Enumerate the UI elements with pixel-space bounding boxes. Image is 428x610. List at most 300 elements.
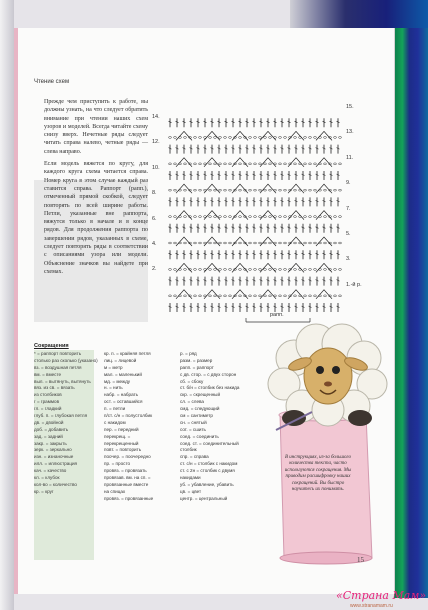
chart-symbol bbox=[304, 189, 307, 191]
chart-symbol bbox=[339, 216, 342, 218]
abbr-entry: столько раз сколько (указано) bbox=[34, 357, 98, 363]
abbr-entry: пер. = передний bbox=[104, 426, 139, 432]
chart-symbol bbox=[184, 163, 187, 165]
chart-row-label-right: 5. bbox=[346, 231, 351, 237]
chart-symbol bbox=[316, 131, 332, 140]
abbr-entry: повт. = повторить bbox=[104, 447, 142, 453]
chart-symbol bbox=[339, 242, 342, 244]
chart-symbol bbox=[209, 295, 212, 297]
chart-symbol bbox=[309, 137, 312, 139]
chart-symbol bbox=[288, 237, 304, 246]
chart-symbol bbox=[294, 269, 297, 271]
chart-symbol bbox=[169, 189, 172, 191]
chart-symbol bbox=[254, 242, 257, 244]
rapport-label: рапп. bbox=[270, 312, 284, 318]
chart-symbol bbox=[294, 295, 297, 297]
abbr-entry: п/ст. с/н = полустолбик bbox=[104, 413, 153, 419]
chart-symbol bbox=[284, 163, 287, 165]
chart-row-label-left: 6. bbox=[152, 215, 157, 222]
chart-symbol bbox=[219, 189, 222, 191]
abbr-entry: провязанные вместе bbox=[104, 481, 149, 487]
chart-symbol bbox=[219, 269, 222, 271]
chart-symbol bbox=[339, 269, 342, 271]
chart-symbol bbox=[204, 263, 220, 272]
chart-symbol bbox=[224, 216, 227, 218]
chart-symbol bbox=[224, 163, 227, 165]
chart-symbol bbox=[174, 269, 177, 271]
chart-symbol bbox=[209, 216, 212, 218]
chart-symbol bbox=[209, 137, 212, 139]
chart-row-label-right: 9. bbox=[346, 180, 351, 187]
chart-symbol bbox=[284, 242, 287, 244]
chart-symbol bbox=[334, 269, 337, 271]
abbr-entry: кач. = качество bbox=[34, 468, 67, 474]
chart-symbol bbox=[176, 184, 192, 193]
chart-symbol bbox=[176, 237, 192, 246]
chart-symbol bbox=[288, 263, 304, 272]
abbr-entry: кл. = клубок bbox=[34, 475, 60, 481]
chart-symbol bbox=[184, 189, 187, 191]
chart-symbol bbox=[254, 269, 257, 271]
chart-symbol bbox=[169, 269, 172, 271]
chart-symbol bbox=[194, 242, 197, 244]
chart-symbol bbox=[239, 269, 242, 271]
chart-symbol bbox=[324, 137, 327, 139]
abbr-entry: из столбиков bbox=[34, 392, 62, 398]
chart-symbol bbox=[169, 216, 172, 218]
abbr-entry: глуб. п. = глубокая петля bbox=[34, 413, 88, 419]
chart-symbol bbox=[174, 216, 177, 218]
chart-symbol bbox=[199, 163, 202, 165]
abbr-entry: закр. = закрыть bbox=[34, 440, 67, 446]
abbr-entry: доб. = добавить bbox=[34, 426, 69, 432]
chart-row-label-right: 3. bbox=[346, 256, 351, 263]
chart-symbol bbox=[324, 295, 327, 297]
chart-symbol bbox=[288, 184, 304, 193]
chart-symbol bbox=[224, 269, 227, 271]
abbr-entry: с накидом bbox=[104, 419, 126, 425]
chart-symbol bbox=[309, 269, 312, 271]
chart-symbol bbox=[239, 216, 242, 218]
chart-symbol bbox=[260, 290, 276, 299]
abbr-entry: ст. с/н = столбик с накидом bbox=[180, 461, 238, 467]
chart-symbol bbox=[269, 163, 272, 165]
book-cover-edge bbox=[394, 28, 428, 598]
abbr-entry: мал. = маленький bbox=[104, 371, 142, 377]
chart-symbol bbox=[176, 290, 192, 299]
chart-symbol bbox=[324, 163, 327, 165]
chart-symbol bbox=[334, 216, 337, 218]
chart-symbol bbox=[314, 189, 317, 191]
chart-symbol bbox=[194, 189, 197, 191]
abbr-entry: вм. = вместе bbox=[34, 371, 62, 377]
intro-text bbox=[44, 98, 148, 276]
chart-symbol bbox=[294, 216, 297, 218]
abbr-entry: провязав. вм. на сп. = bbox=[104, 475, 151, 481]
chart-symbol bbox=[279, 137, 282, 139]
chart-symbol bbox=[254, 163, 257, 165]
chart-symbol bbox=[334, 295, 337, 297]
abbr-entry: рапп. = раппорт bbox=[180, 364, 214, 370]
chart-symbol bbox=[229, 189, 232, 191]
chart-symbol bbox=[309, 189, 312, 191]
abbr-entry: зад. = задний bbox=[34, 433, 63, 439]
chart-symbol bbox=[334, 163, 337, 165]
abbr-entry: см = сантиметр bbox=[180, 413, 213, 419]
chart-symbol bbox=[316, 263, 332, 272]
chart-symbol bbox=[214, 242, 217, 244]
chart-symbol bbox=[288, 131, 304, 140]
abbr-entry: ост. = оставшийся bbox=[104, 399, 143, 405]
chart-symbol bbox=[294, 163, 297, 165]
book-cover-top bbox=[290, 0, 428, 30]
chart-symbol bbox=[232, 131, 248, 140]
chart-symbol bbox=[184, 269, 187, 271]
abbr-entry: перекрещ. = bbox=[104, 433, 131, 439]
chart-symbol bbox=[259, 295, 262, 297]
chart-symbol bbox=[259, 216, 262, 218]
chart-symbol bbox=[209, 163, 212, 165]
abbr-entry: перекрещенный bbox=[104, 440, 139, 446]
chart-symbol bbox=[334, 242, 337, 244]
chart-symbol bbox=[249, 242, 252, 244]
chart-row-label-right: 7. bbox=[346, 205, 351, 212]
chart-symbol bbox=[176, 131, 192, 140]
abbr-entry: зерк. = зеркально bbox=[34, 447, 72, 453]
chart-symbol bbox=[169, 242, 172, 244]
chart-symbol bbox=[279, 269, 282, 271]
chart-symbol bbox=[284, 216, 287, 218]
abbr-entry: на спицах bbox=[104, 488, 126, 494]
abbr-column-1 bbox=[34, 351, 98, 496]
chart-symbol bbox=[284, 269, 287, 271]
chart-symbol bbox=[194, 216, 197, 218]
chart-symbol bbox=[264, 189, 267, 191]
chart-symbols bbox=[150, 98, 366, 328]
chart-symbol bbox=[324, 216, 327, 218]
chart-symbol bbox=[284, 295, 287, 297]
chart-symbol bbox=[254, 189, 257, 191]
chart-symbol bbox=[232, 184, 248, 193]
chart-symbol bbox=[229, 269, 232, 271]
chart-symbol bbox=[174, 163, 177, 165]
abbr-entry: ст. с 2н = столбик с двумя bbox=[180, 468, 235, 474]
abbr-column-2 bbox=[104, 351, 176, 503]
chart-symbol bbox=[304, 269, 307, 271]
chart-symbol bbox=[219, 242, 222, 244]
abbr-entry: выл. = вытянуть, вытянуть bbox=[34, 378, 91, 384]
chart-symbol bbox=[316, 184, 332, 193]
chart-symbol bbox=[339, 189, 342, 191]
abbr-entry: смд. = следующий bbox=[180, 406, 220, 412]
abbr-entry: сб. = сбоку bbox=[180, 378, 204, 384]
chart-symbol bbox=[214, 269, 217, 271]
abbr-entry: сот. = сшить bbox=[180, 426, 206, 432]
chart-symbol bbox=[309, 295, 312, 297]
chart-symbol bbox=[264, 163, 267, 165]
chart-symbol bbox=[194, 137, 197, 139]
chart-symbol bbox=[176, 263, 192, 272]
chart-symbol bbox=[199, 216, 202, 218]
chart-symbol bbox=[259, 189, 262, 191]
chart-symbol bbox=[229, 137, 232, 139]
chart-symbol bbox=[324, 189, 327, 191]
chart-symbol bbox=[199, 269, 202, 271]
chart-symbol bbox=[269, 269, 272, 271]
chart-symbol bbox=[260, 237, 276, 246]
chart-symbol bbox=[229, 242, 232, 244]
chart-symbol bbox=[284, 189, 287, 191]
chart-symbol bbox=[314, 295, 317, 297]
chart-symbol bbox=[269, 137, 272, 139]
chart-symbol bbox=[259, 137, 262, 139]
chart-symbol bbox=[304, 163, 307, 165]
chart-symbol bbox=[260, 131, 276, 140]
chart-symbol bbox=[204, 184, 220, 193]
book-spine bbox=[0, 0, 14, 610]
chart-symbol bbox=[184, 137, 187, 139]
chart-symbol bbox=[316, 237, 332, 246]
chart-symbol bbox=[249, 216, 252, 218]
chart-symbol bbox=[214, 295, 217, 297]
chart-symbol bbox=[259, 242, 262, 244]
abbr-entry: с дв. стор. = с двух сторон bbox=[180, 371, 237, 377]
chart-symbol bbox=[324, 269, 327, 271]
chart-symbol bbox=[219, 137, 222, 139]
chart-symbol bbox=[184, 295, 187, 297]
chart-symbol bbox=[294, 189, 297, 191]
abbr-entry: лиц. = лицевой bbox=[104, 357, 137, 363]
chart-symbol bbox=[194, 295, 197, 297]
chart-symbol bbox=[260, 158, 276, 167]
chart-symbol bbox=[184, 242, 187, 244]
chart-symbol bbox=[316, 290, 332, 299]
chart-symbol bbox=[229, 163, 232, 165]
chart-symbol bbox=[194, 269, 197, 271]
abbr-column-3 bbox=[180, 351, 252, 503]
chart-symbol bbox=[169, 295, 172, 297]
chart-symbol bbox=[304, 137, 307, 139]
chart-symbol bbox=[279, 242, 282, 244]
intro-paragraph-2: Если модель вяжется по кругу, для каждого круга схема читается справа. Номер круга в этом случае каждый раз ставится справа. Раппорт (рапп.), отмеченный прямой скобкой, следует повторять по всей ширине работы. Петли, указанные вне раппорта, вяжутся только в начале и в конце рядов. Для продолжения раппорта по завершении рядов, указанных в схеме, следует повторять ряды в соответствии с описаниями узора или модели. Объяснение значков вы найдете при схемах. bbox=[44, 161, 148, 275]
chart-symbol bbox=[269, 189, 272, 191]
chart-symbol bbox=[324, 242, 327, 244]
chart-symbol bbox=[224, 295, 227, 297]
chart-symbol bbox=[260, 184, 276, 193]
chart-symbol bbox=[309, 242, 312, 244]
intro-paragraph: Прежде чем приступить к работе, вы должны узнать, на что следует обратить внимание при чтении наших схем узоров и моделей. Всегда читайте схему снизу вверх. Нечетные ряды следует читать справа налево, четные ряды — слева направо. bbox=[44, 99, 148, 155]
chart-symbol bbox=[304, 295, 307, 297]
abbr-entry: изн. = изнаночные bbox=[34, 454, 74, 460]
sheep-illustration bbox=[254, 318, 394, 568]
chart-symbol bbox=[249, 137, 252, 139]
chart-symbol bbox=[204, 237, 220, 246]
page-margin-stripe bbox=[14, 28, 18, 594]
abbr-entry: кр. = круг bbox=[34, 488, 54, 494]
chart-symbol bbox=[204, 211, 220, 220]
chart-symbol bbox=[176, 211, 192, 220]
chart-symbol bbox=[169, 137, 172, 139]
abbr-entry: соед. = соединить bbox=[180, 433, 219, 439]
chart-symbol bbox=[334, 137, 337, 139]
abbr-entry: илл. = иллюстрация bbox=[34, 461, 78, 467]
chart-symbol bbox=[339, 137, 342, 139]
chart-symbol bbox=[279, 163, 282, 165]
abbr-entry: дв. = двойной bbox=[34, 419, 64, 425]
chart-symbol bbox=[304, 242, 307, 244]
abbr-entry: сл. = слева bbox=[180, 399, 204, 405]
chart-symbol bbox=[199, 137, 202, 139]
chart-symbol bbox=[249, 163, 252, 165]
chart-symbol bbox=[314, 269, 317, 271]
chart-symbol bbox=[214, 216, 217, 218]
abbr-entry: набр. = набрать bbox=[104, 392, 139, 398]
chart-symbol bbox=[339, 295, 342, 297]
chart-symbol bbox=[214, 137, 217, 139]
watermark-logo: «Страна Мам» bbox=[336, 589, 427, 602]
chart-symbol bbox=[259, 269, 262, 271]
chart-row-label-left: 10. bbox=[152, 164, 160, 171]
abbr-entry: мд. = между bbox=[104, 378, 131, 384]
chart-row-label-right: 13. bbox=[346, 129, 354, 136]
chart-symbol bbox=[239, 242, 242, 244]
chart-symbol bbox=[229, 216, 232, 218]
abbr-entry: уб. = убавление, убавить bbox=[180, 481, 234, 487]
chart-symbol bbox=[279, 295, 282, 297]
chart-symbol bbox=[239, 163, 242, 165]
abbr-entry: столбик bbox=[180, 447, 197, 453]
chart-symbol bbox=[314, 242, 317, 244]
abbr-entry: п. = петли bbox=[104, 406, 126, 412]
chart-symbol bbox=[224, 137, 227, 139]
chart-symbol bbox=[288, 158, 304, 167]
chart-symbol bbox=[194, 163, 197, 165]
abbr-entry: пр. = просто bbox=[104, 461, 131, 467]
chart-symbol bbox=[174, 189, 177, 191]
crochet-chart bbox=[150, 98, 366, 328]
chart-symbol bbox=[232, 211, 248, 220]
chart-symbol bbox=[174, 242, 177, 244]
chart-symbol bbox=[288, 290, 304, 299]
chart-symbol bbox=[239, 189, 242, 191]
chart-symbol bbox=[264, 269, 267, 271]
chart-symbol bbox=[174, 295, 177, 297]
chart-symbol bbox=[204, 131, 220, 140]
chart-symbol bbox=[169, 163, 172, 165]
abbr-entry: ст. б/н = столбик без накида bbox=[180, 385, 240, 391]
chart-symbol bbox=[232, 263, 248, 272]
chart-symbol bbox=[209, 242, 212, 244]
section-title: Чтение схем bbox=[34, 79, 70, 85]
chart-symbol bbox=[334, 189, 337, 191]
abbr-entry: накидами bbox=[180, 475, 201, 481]
chart-symbol bbox=[249, 295, 252, 297]
abbr-entry: сн. = снятый bbox=[180, 419, 207, 425]
abbr-entry: г = граммов bbox=[34, 399, 60, 405]
chart-symbol bbox=[232, 158, 248, 167]
abbr-entry: разм. = размер bbox=[180, 357, 213, 363]
abbr-entry: вяз. из св. = вязать bbox=[34, 385, 75, 391]
chart-symbol bbox=[176, 158, 192, 167]
chart-row-label-right: 11. bbox=[346, 154, 354, 161]
abbr-entry: цв. = цвет bbox=[180, 488, 202, 494]
abbr-entry: н. = нить bbox=[104, 385, 123, 391]
chart-symbol bbox=[264, 216, 267, 218]
chart-symbol bbox=[214, 163, 217, 165]
chart-symbol bbox=[314, 163, 317, 165]
abbr-entry: * = раппорт повторить bbox=[34, 351, 82, 356]
chart-symbol bbox=[316, 158, 332, 167]
chart-symbol bbox=[219, 295, 222, 297]
chart-symbol bbox=[314, 137, 317, 139]
chart-symbol bbox=[288, 211, 304, 220]
chart-symbol bbox=[279, 189, 282, 191]
chart-symbol bbox=[294, 242, 297, 244]
chart-symbol bbox=[239, 295, 242, 297]
chart-symbol bbox=[209, 189, 212, 191]
chart-symbol bbox=[264, 295, 267, 297]
chart-symbol bbox=[209, 269, 212, 271]
chart-symbol bbox=[254, 295, 257, 297]
chart-symbol bbox=[219, 216, 222, 218]
chart-symbol bbox=[284, 137, 287, 139]
chart-symbol bbox=[199, 189, 202, 191]
chart-symbol bbox=[264, 137, 267, 139]
chart-symbol bbox=[232, 237, 248, 246]
abbr-entry: спр. = справа bbox=[180, 454, 209, 460]
chart-symbol bbox=[214, 189, 217, 191]
chart-symbol bbox=[269, 216, 272, 218]
chart-symbol bbox=[309, 216, 312, 218]
chart-row-label-left: 12. bbox=[152, 139, 160, 146]
chart-symbol bbox=[204, 290, 220, 299]
chart-symbol bbox=[199, 295, 202, 297]
chart-symbol bbox=[260, 211, 276, 220]
chart-symbol bbox=[264, 242, 267, 244]
abbr-entry: гл. = гладкий bbox=[34, 406, 62, 412]
abbr-entry: поочер. = поочередно bbox=[104, 454, 151, 460]
chart-row-label-right: 1.-й р. bbox=[346, 281, 362, 288]
chart-symbol bbox=[269, 295, 272, 297]
chart-row-label-left: 8. bbox=[152, 190, 157, 197]
chart-symbol bbox=[254, 216, 257, 218]
abbr-entry: скр. = скрещенный bbox=[180, 392, 221, 398]
chart-symbol bbox=[184, 216, 187, 218]
page-number: 15 bbox=[357, 556, 364, 564]
watermark-url: www.stranamam.ru bbox=[350, 603, 393, 609]
abbr-heading: Сокращения bbox=[34, 343, 69, 349]
abbr-entry: р. = ряд bbox=[180, 351, 197, 356]
chart-symbol bbox=[279, 216, 282, 218]
abbr-entry: м = метр bbox=[104, 364, 123, 370]
chart-symbol bbox=[294, 137, 297, 139]
chart-row-label-left: 4. bbox=[152, 241, 157, 247]
chart-symbol bbox=[314, 216, 317, 218]
chart-row-label-right: 15. bbox=[346, 104, 354, 110]
abbr-entry: вз. = воздушная петля bbox=[34, 364, 82, 370]
chart-symbol bbox=[224, 242, 227, 244]
abbr-entry: кр. п. = крайняя петля bbox=[104, 351, 151, 356]
chart-symbol bbox=[232, 290, 248, 299]
chart-symbol bbox=[174, 137, 177, 139]
chart-symbol bbox=[254, 137, 257, 139]
chart-row-label-left: 14. bbox=[152, 114, 160, 120]
abbr-entry: кол-во = количество bbox=[34, 481, 77, 487]
chart-symbol bbox=[239, 137, 242, 139]
chart-row-label-left: 2. bbox=[152, 266, 157, 273]
chart-symbol bbox=[316, 211, 332, 220]
abbr-entry: провяз. = провязать bbox=[104, 468, 147, 474]
